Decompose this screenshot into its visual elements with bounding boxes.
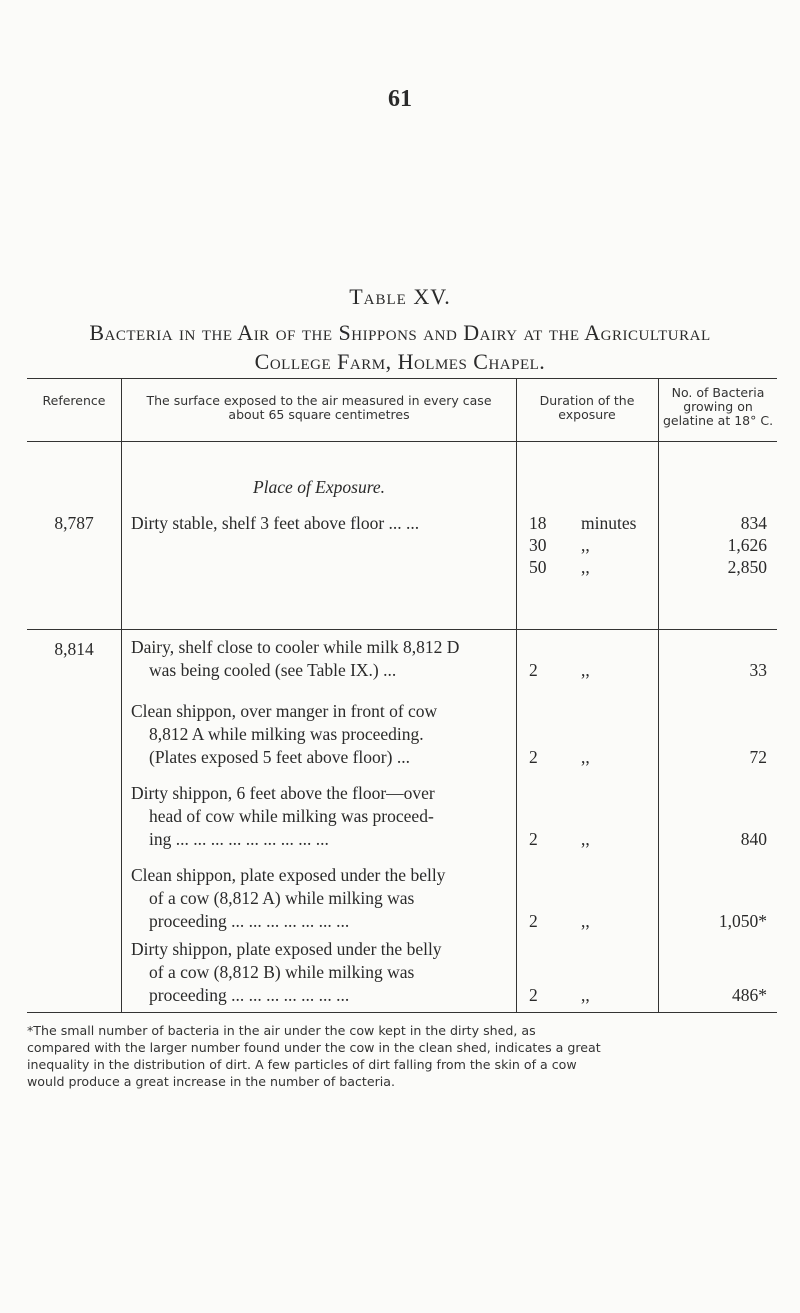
bacteria-count-cell: 1,050*	[718, 911, 767, 931]
column-header-duration: Duration of the exposure	[539, 393, 635, 422]
page-number: 61	[388, 86, 412, 112]
exposure-description	[131, 864, 513, 933]
description-line: Clean shippon, plate exposed under the belly	[131, 865, 446, 885]
exposure-description: Dirty stable, shelf 3 feet above floor ... ...	[131, 513, 420, 533]
table-top-rule	[27, 378, 777, 379]
bacteria-count-cell: 1,626	[727, 535, 767, 555]
footnote: *The small number of bacteria in the air under the cow kept in the dirty shed, as compared with the larger number found under the cow in the clean shed, indicates a great inequality in the distribution of dirt. A few particles of dirt falling from the skin of a cow would produce a great increase in the number of bacteria.	[27, 1023, 601, 1089]
exposure-description	[131, 938, 513, 1007]
table-bottom-rule	[27, 1012, 777, 1013]
duration-cell: 50 ,,	[529, 557, 590, 577]
heading-line: Bacteria in the Air of the Shippons and Dairy at the Agricultural	[89, 320, 711, 345]
table-title: Table XV.	[349, 284, 451, 309]
heading-line: College Farm, Holmes Chapel.	[254, 349, 546, 374]
column-header-reference: Reference	[42, 393, 106, 408]
place-of-exposure-heading: Place of Exposure.	[252, 477, 386, 497]
duration-cell: 30 ,,	[529, 535, 590, 555]
exposure-description: Dirty shippon, 6 feet above the floor—over head of cow while milking was proceed- ing ... ... ... ... ... ... ... ... ...	[131, 783, 435, 849]
bacteria-count-cell: 840	[740, 829, 767, 849]
duration-cell: 18 minutes	[529, 513, 637, 533]
bacteria-count-cell: 33	[749, 660, 767, 680]
duration-cell: 2 ,,	[529, 985, 590, 1005]
duration-cell: 2 ,,	[529, 911, 590, 931]
column-divider	[121, 378, 122, 1012]
header-rule	[27, 441, 777, 442]
description-line: of a cow (8,812 B) while milking was	[149, 962, 415, 982]
description-line: proceeding ... ... ... ... ... ... ...	[149, 985, 350, 1005]
bacteria-table	[27, 378, 777, 1014]
duration-cell: 2 ,,	[529, 747, 590, 767]
duration-cell: 2 ,,	[529, 829, 590, 849]
bacteria-count-cell: 834	[740, 513, 767, 533]
duration-cell: 2 ,,	[529, 660, 590, 680]
column-header-surface: The surface exposed to the air measured in every case about 65 square centimetres	[146, 393, 492, 422]
column-header-bacteria: No. of Bacteria growing on gelatine at 18° C.	[662, 385, 774, 428]
bacteria-count-cell: 2,850	[727, 557, 767, 577]
table-heading	[40, 318, 760, 376]
description-line: proceeding ... ... ... ... ... ... ...	[149, 911, 350, 931]
exposure-description: Dairy, shelf close to cooler while milk 8,812 D was being cooled (see Table IX.) ...	[131, 637, 460, 680]
reference-cell: 8,814	[54, 639, 94, 659]
bacteria-count-cell: 72	[749, 747, 767, 767]
description-line: Dirty shippon, plate exposed under the belly	[131, 939, 442, 959]
description-line: of a cow (8,812 A) while milking was	[149, 888, 415, 908]
bacteria-count-cell: 486*	[732, 985, 767, 1005]
section-rule	[27, 629, 777, 630]
reference-cell: 8,787	[54, 513, 94, 533]
exposure-description: Clean shippon, over manger in front of cow 8,812 A while milking was proceeding. (Plates exposed 5 feet above floor) ...	[131, 701, 438, 767]
